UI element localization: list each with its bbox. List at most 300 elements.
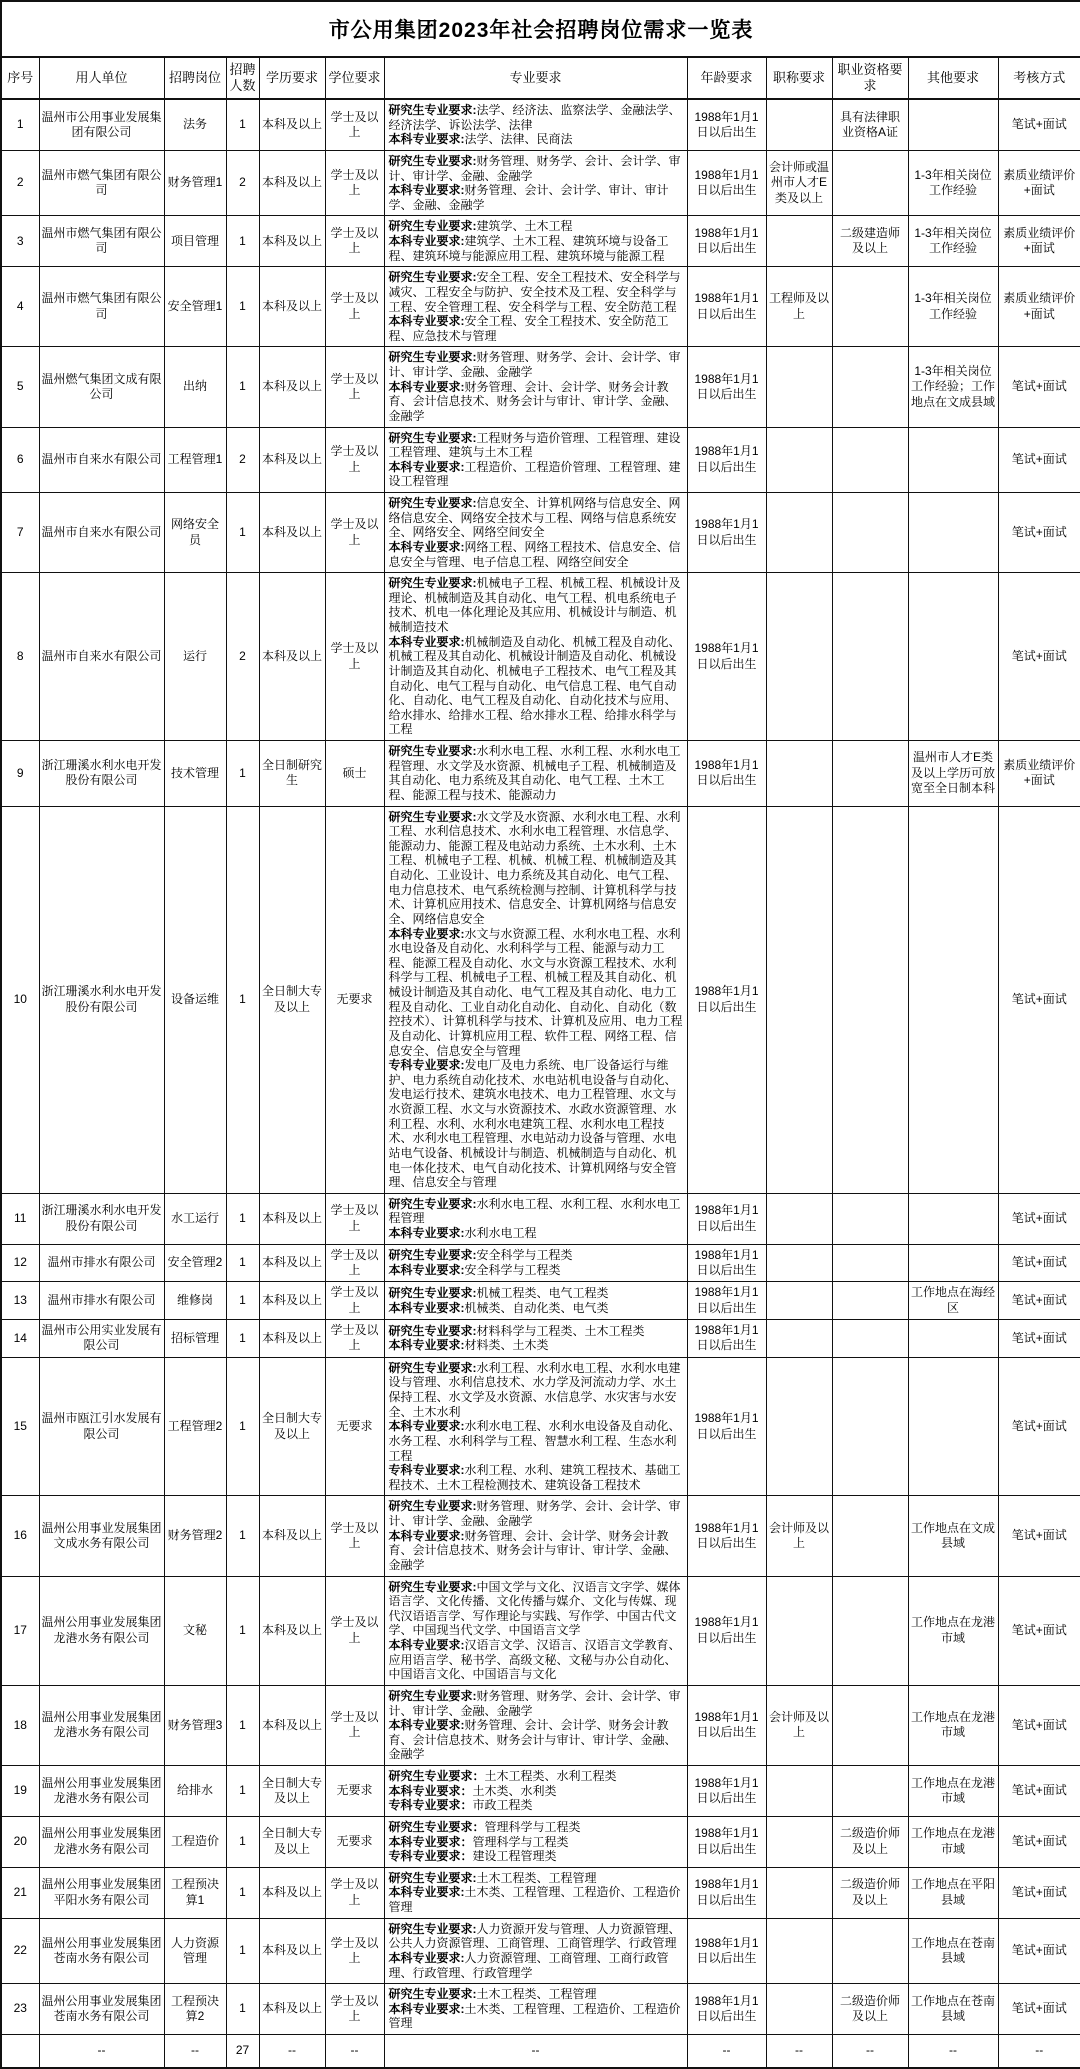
cell-education: 本科及以上 <box>259 1320 325 1358</box>
cell-qualification <box>832 427 908 493</box>
cell-age: 1988年1月1日以后出生 <box>687 1984 766 2035</box>
cell-qualification <box>832 1320 908 1358</box>
cell-count: 1 <box>226 1357 259 1496</box>
cell-count: 1 <box>226 267 259 347</box>
cell-degree: 学士及以上 <box>325 347 384 427</box>
major-requirement: 研究生专业要求:财务管理、财务学、会计、会计学、审计、审计学、金融、金融学 <box>388 153 681 183</box>
cell-qualification <box>832 1193 908 1244</box>
cell-seq: 23 <box>1 1984 39 2035</box>
cell-assessment: 笔试+面试 <box>998 1496 1080 1576</box>
cell-assessment: 笔试+面试 <box>998 1357 1080 1496</box>
major-requirement: 研究生专业要求:安全工程、安全工程技术、安全科学与减灾、工程安全与防护、安全技术及工程、安全科学与工程、安全管理工程、安全科学与工程、安全防范工程 <box>388 270 681 314</box>
column-header-3: 招聘人数 <box>226 57 259 99</box>
major-requirement: 研究生专业要求:水利水电工程、水利工程、水利水电工程管理 <box>388 1196 681 1226</box>
cell-seq: 9 <box>1 741 39 807</box>
cell-majors <box>384 741 687 807</box>
cell-title-req <box>766 1816 832 1867</box>
cell-other: 1-3年相关岗位工作经验；工作地点在文成县域 <box>908 347 998 427</box>
cell-degree: 硕士 <box>325 741 384 807</box>
major-requirement: 本科专业要求:土木类、工程管理、工程造价、工程造价管理 <box>388 2001 681 2031</box>
cell-education: 全日制大专及以上 <box>259 1766 325 1817</box>
major-requirement: 研究生专业要求:水利水电工程、水利工程、水利水电工程管理、水文学及水资源、机械电子工程、机械制造及其自动化、电力系统及其自动化、电气工程、土木工程、能源工程与技术、能源动力 <box>388 744 681 802</box>
cell-title-req <box>766 427 832 493</box>
cell-education: 本科及以上 <box>259 99 325 150</box>
cell-qualification <box>832 741 908 807</box>
cell-employer: 温州燃气集团文成有限公司 <box>39 347 164 427</box>
table-row <box>1 1357 1080 1496</box>
cell-majors <box>384 1766 687 1817</box>
cell-employer: 浙江珊溪水利水电开发股份有限公司 <box>39 806 164 1193</box>
cell-title-req <box>766 1918 832 1984</box>
cell-majors <box>384 99 687 150</box>
cell-other: 1-3年相关岗位工作经验 <box>908 267 998 347</box>
major-requirement: 专科专业要求:发电厂及电力系统、电厂设备运行与维护、电力系统自动化技术、水电站机电设备与自动化、发电运行技术、建筑水电技术、电力工程管理、水文与水资源工程、水文与水资源技术、水政水资源管理、水利工程、水利、水利水电建筑工程、水利水电工程技术、水利水电工程管理、水电站动力设备与管理、水电站电气设备、机械设计与制造、机械制造与自动化、机电一体化技术、电气自动化技术、计算机网络与安全管理、信息安全与管理 <box>388 1058 677 1190</box>
major-requirement: 本科专业要求:水利水电工程 <box>388 1226 537 1240</box>
table-row <box>1 99 1080 150</box>
major-requirement: 专科专业要求：市政工程类 <box>388 1798 533 1813</box>
major-requirement: 本科专业要求:建筑学、土木工程、建筑环境与设备工程、建筑环境与能源应用工程、建筑环境与能源工程 <box>388 234 669 263</box>
major-requirement: 本科专业要求:机械类、自动化类、电气类 <box>388 1300 609 1315</box>
cell-majors <box>384 493 687 573</box>
cell-seq: 15 <box>1 1357 39 1496</box>
cell-degree: 学士及以上 <box>325 99 384 150</box>
cell-degree: 学士及以上 <box>325 1320 384 1358</box>
column-header-7: 年龄要求 <box>687 57 766 99</box>
major-requirement: 专科专业要求:水利工程、水利、建筑工程技术、基础工程技术、土木工程检测技术、建筑设备工程技术 <box>388 1463 681 1492</box>
cell-position: 法务 <box>164 99 226 150</box>
cell-seq: 8 <box>1 573 39 741</box>
cell-count: 1 <box>226 493 259 573</box>
cell-age: 1988年1月1日以后出生 <box>687 1496 766 1576</box>
table-row <box>1 806 1080 1193</box>
cell-age: 1988年1月1日以后出生 <box>687 741 766 807</box>
cell-other: 工作地点在海经区 <box>908 1282 998 1320</box>
major-requirement: 本科专业要求:机械制造及自动化、机械工程及自动化、机械工程及其自动化、机械设计制造及自动化、机械设计制造及其自动化、机械电子工程技术、电气工程及其自动化、电气工程与自动化、电气信息工程、电气自动化、自动化、电气工程及自动化、自动化技术与应用、给水排水、给排水工程、给水排水工程、给排水科学与工程 <box>388 634 681 737</box>
cell-seq: 5 <box>1 347 39 427</box>
cell-other <box>908 806 998 1193</box>
cell-employer: 温州公用事业发展集团龙港水务有限公司 <box>39 1576 164 1685</box>
cell-employer: 温州公用事业发展集团平阳水务有限公司 <box>39 1867 164 1918</box>
cell-assessment: 笔试+面试 <box>998 1576 1080 1685</box>
cell-seq: 2 <box>1 150 39 216</box>
cell-seq: 22 <box>1 1918 39 1984</box>
table-row <box>1 1685 1080 1765</box>
cell-employer: 温州市自来水有限公司 <box>39 493 164 573</box>
major-requirement: 本科专业要求:材料类、土木类 <box>388 1338 549 1353</box>
major-requirement: 本科专业要求:网络工程、网络工程技术、信息安全、信息安全与管理、电子信息工程、网络空间安全 <box>388 539 681 569</box>
cell-count: 1 <box>226 1282 259 1320</box>
cell-majors <box>384 1918 687 1984</box>
cell-count: 1 <box>226 1918 259 1984</box>
cell-education: 本科及以上 <box>259 1576 325 1685</box>
cell-assessment: 笔试+面试 <box>998 427 1080 493</box>
cell-assessment: 笔试+面试 <box>998 1984 1080 2035</box>
cell-majors <box>384 150 687 216</box>
cell-other: 温州市人才E类及以上学历可放宽至全日制本科 <box>908 741 998 807</box>
cell-majors <box>384 1193 687 1244</box>
cell-education: 本科及以上 <box>259 267 325 347</box>
cell-majors <box>384 1576 687 1685</box>
cell-other <box>908 427 998 493</box>
cell-employer: 温州公用事业发展集团苍南水务有限公司 <box>39 1918 164 1984</box>
totals-cell: -- <box>259 2035 325 2069</box>
cell-education: 本科及以上 <box>259 216 325 267</box>
totals-cell: -- <box>832 2035 908 2069</box>
cell-seq: 4 <box>1 267 39 347</box>
cell-seq: 17 <box>1 1576 39 1685</box>
major-requirement: 研究生专业要求:财务管理、财务学、会计、会计学、审计、审计学、金融、金融学 <box>388 1688 681 1718</box>
cell-assessment: 笔试+面试 <box>998 1685 1080 1765</box>
cell-education: 本科及以上 <box>259 150 325 216</box>
column-header-10: 其他要求 <box>908 57 998 99</box>
cell-count: 1 <box>226 741 259 807</box>
cell-position: 水工运行 <box>164 1193 226 1244</box>
cell-seq: 20 <box>1 1816 39 1867</box>
table-row <box>1 1984 1080 2035</box>
cell-majors <box>384 1867 687 1918</box>
cell-age: 1988年1月1日以后出生 <box>687 1816 766 1867</box>
cell-count: 1 <box>226 1320 259 1358</box>
major-requirement: 本科专业要求:工程造价、工程造价管理、工程管理、建设工程管理 <box>388 459 681 489</box>
totals-cell: -- <box>766 2035 832 2069</box>
cell-title-req <box>766 1576 832 1685</box>
column-header-6: 专业要求 <box>384 57 687 99</box>
cell-employer: 温州市自来水有限公司 <box>39 573 164 741</box>
major-requirement: 研究生专业要求:土木工程类、工程管理 <box>388 1987 597 2002</box>
cell-title-req <box>766 99 832 150</box>
major-requirement: 研究生专业要求:安全科学与工程类 <box>388 1248 573 1263</box>
major-requirement: 本科专业要求:水利水电工程、水利水电设备及自动化、水务工程、水利科学与工程、智慧水利工程、生态水利工程 <box>388 1419 681 1463</box>
cell-education: 本科及以上 <box>259 1193 325 1244</box>
cell-count: 1 <box>226 99 259 150</box>
cell-degree: 学士及以上 <box>325 1282 384 1320</box>
cell-age: 1988年1月1日以后出生 <box>687 216 766 267</box>
cell-age: 1988年1月1日以后出生 <box>687 1766 766 1817</box>
cell-employer: 温州公用事业发展集团龙港水务有限公司 <box>39 1766 164 1817</box>
cell-qualification <box>832 150 908 216</box>
cell-degree: 学士及以上 <box>325 216 384 267</box>
cell-degree: 无要求 <box>325 1816 384 1867</box>
column-header-2: 招聘岗位 <box>164 57 226 99</box>
cell-qualification <box>832 1244 908 1282</box>
cell-seq: 13 <box>1 1282 39 1320</box>
totals-cell: -- <box>687 2035 766 2069</box>
cell-age: 1988年1月1日以后出生 <box>687 1685 766 1765</box>
cell-title-req <box>766 806 832 1193</box>
cell-title-req <box>766 1766 832 1817</box>
cell-education: 本科及以上 <box>259 493 325 573</box>
major-requirement: 本科专业要求：土木类、水利类 <box>388 1783 557 1798</box>
major-requirement: 研究生专业要求:水利工程、水利水电工程、水利水电建设与管理、水利信息技术、水力学及河流动力学、水土保持工程、水文学及水资源、水信息学、水灾害与水安全、土木水利 <box>388 1360 681 1419</box>
cell-position: 招标管理 <box>164 1320 226 1358</box>
cell-other: 工作地点在龙港市域 <box>908 1576 998 1685</box>
major-requirement: 研究生专业要求:人力资源开发与管理、人力资源管理、公共人力资源管理、工商管理、工商管理学、行政管理 <box>388 1921 681 1951</box>
cell-count: 2 <box>226 427 259 493</box>
cell-other: 工作地点在苍南县域 <box>908 1984 998 2035</box>
cell-education: 本科及以上 <box>259 1282 325 1320</box>
table-row <box>1 427 1080 493</box>
major-requirement: 研究生专业要求:机械电子工程、机械工程、机械设计及理论、机械制造及其自动化、电气工程、机电系统电子技术、机电一体化理论及其应用、机械设计与制造、机械制造技术 <box>388 576 681 634</box>
major-requirement: 研究生专业要求:信息安全、计算机网络与信息安全、网络信息安全、网络安全技术与工程、网络与信息系统安全、网络安全、网络空间安全 <box>388 496 681 540</box>
cell-assessment: 素质业绩评价+面试 <box>998 150 1080 216</box>
cell-title-req: 会计师或温州市人才E类及以上 <box>766 150 832 216</box>
cell-education: 本科及以上 <box>259 1867 325 1918</box>
cell-position: 财务管理2 <box>164 1496 226 1576</box>
totals-cell: -- <box>39 2035 164 2069</box>
cell-degree: 学士及以上 <box>325 493 384 573</box>
cell-degree: 学士及以上 <box>325 427 384 493</box>
major-requirement: 研究生专业要求:工程财务与造价管理、工程管理、建设工程管理、建筑与土木工程 <box>388 430 681 460</box>
cell-degree: 学士及以上 <box>325 1984 384 2035</box>
major-requirement: 研究生专业要求:土木工程类、工程管理 <box>388 1870 597 1885</box>
cell-count: 1 <box>226 216 259 267</box>
cell-title-req <box>766 1984 832 2035</box>
table-row <box>1 216 1080 267</box>
major-requirement: 本科专业要求:安全工程、安全工程技术、安全防范工程、应急技术与管理 <box>388 314 669 343</box>
cell-employer: 温州市排水有限公司 <box>39 1244 164 1282</box>
cell-age: 1988年1月1日以后出生 <box>687 806 766 1193</box>
cell-assessment: 笔试+面试 <box>998 1282 1080 1320</box>
cell-degree: 无要求 <box>325 806 384 1193</box>
cell-degree: 学士及以上 <box>325 1867 384 1918</box>
cell-age: 1988年1月1日以后出生 <box>687 427 766 493</box>
cell-degree: 无要求 <box>325 1357 384 1496</box>
cell-education: 本科及以上 <box>259 1244 325 1282</box>
cell-seq: 14 <box>1 1320 39 1358</box>
cell-qualification <box>832 1685 908 1765</box>
header-row <box>1 57 1080 99</box>
major-requirement: 研究生专业要求:财务管理、财务学、会计、会计学、审计、审计学、金融、金融学 <box>388 1499 681 1529</box>
cell-other <box>908 1320 998 1358</box>
cell-other: 工作地点在龙港市域 <box>908 1766 998 1817</box>
cell-majors <box>384 427 687 493</box>
column-header-9: 职业资格要求 <box>832 57 908 99</box>
major-requirement: 本科专业要求:财务管理、会计、会计学、审计、审计学、金融、金融学 <box>388 183 669 212</box>
cell-qualification: 二级建造师及以上 <box>832 216 908 267</box>
major-requirement: 本科专业要求:财务管理、会计、会计学、财务会计教育、会计信息技术、财务会计与审计、审计学、金融、金融学 <box>388 379 677 423</box>
cell-assessment: 笔试+面试 <box>998 1816 1080 1867</box>
cell-other: 工作地点在龙港市域 <box>908 1685 998 1765</box>
column-header-11: 考核方式 <box>998 57 1080 99</box>
cell-other <box>908 99 998 150</box>
cell-degree: 学士及以上 <box>325 1244 384 1282</box>
totals-cell: -- <box>384 2035 687 2069</box>
cell-degree: 学士及以上 <box>325 267 384 347</box>
cell-education: 本科及以上 <box>259 427 325 493</box>
cell-age: 1988年1月1日以后出生 <box>687 1357 766 1496</box>
cell-age: 1988年1月1日以后出生 <box>687 1244 766 1282</box>
table-row <box>1 1193 1080 1244</box>
table-row <box>1 1496 1080 1576</box>
cell-qualification <box>832 573 908 741</box>
cell-count: 1 <box>226 347 259 427</box>
major-requirement: 本科专业要求：管理科学与工程类 <box>388 1834 569 1849</box>
major-requirement: 本科专业要求:汉语言文学、汉语言、汉语言文学教育、应用语言学、秘书学、高级文秘、文秘与办公自动化、中国语言文化、中国语言与文化 <box>388 1638 681 1682</box>
cell-age: 1988年1月1日以后出生 <box>687 1576 766 1685</box>
cell-count: 1 <box>226 1867 259 1918</box>
cell-seq: 3 <box>1 216 39 267</box>
cell-count: 2 <box>226 573 259 741</box>
cell-count: 1 <box>226 1244 259 1282</box>
cell-employer: 温州市公用实业发展有限公司 <box>39 1320 164 1358</box>
cell-seq: 12 <box>1 1244 39 1282</box>
cell-title-req <box>766 1320 832 1358</box>
cell-position: 文秘 <box>164 1576 226 1685</box>
table-row <box>1 267 1080 347</box>
cell-majors <box>384 1282 687 1320</box>
cell-count: 1 <box>226 1766 259 1817</box>
cell-seq: 10 <box>1 806 39 1193</box>
cell-seq: 6 <box>1 427 39 493</box>
cell-position: 维修岗 <box>164 1282 226 1320</box>
cell-majors <box>384 806 687 1193</box>
title-row <box>1 1 1080 57</box>
cell-age: 1988年1月1日以后出生 <box>687 150 766 216</box>
major-requirement: 研究生专业要求：土木工程类、水利工程类 <box>388 1769 617 1784</box>
table-row <box>1 150 1080 216</box>
cell-other: 工作地点在苍南县域 <box>908 1918 998 1984</box>
cell-other: 工作地点在平阳县域 <box>908 1867 998 1918</box>
table-row <box>1 1244 1080 1282</box>
cell-qualification <box>832 806 908 1193</box>
cell-employer: 温州市燃气集团有限公司 <box>39 150 164 216</box>
major-requirement: 本科专业要求:安全科学与工程类 <box>388 1262 561 1277</box>
cell-age: 1988年1月1日以后出生 <box>687 493 766 573</box>
cell-majors <box>384 1244 687 1282</box>
cell-count: 1 <box>226 1685 259 1765</box>
column-header-4: 学历要求 <box>259 57 325 99</box>
cell-degree: 学士及以上 <box>325 1496 384 1576</box>
cell-position: 项目管理 <box>164 216 226 267</box>
cell-other: 工作地点在龙港市域 <box>908 1816 998 1867</box>
cell-position: 工程造价 <box>164 1816 226 1867</box>
cell-position: 出纳 <box>164 347 226 427</box>
cell-seq: 18 <box>1 1685 39 1765</box>
cell-qualification <box>832 1766 908 1817</box>
cell-employer: 温州市公用事业发展集团有限公司 <box>39 99 164 150</box>
cell-count: 1 <box>226 1984 259 2035</box>
table-row <box>1 1918 1080 1984</box>
cell-position: 给排水 <box>164 1766 226 1817</box>
cell-employer: 温州市自来水有限公司 <box>39 427 164 493</box>
major-requirement: 专科专业要求：建设工程管理类 <box>388 1849 557 1864</box>
cell-degree: 学士及以上 <box>325 1918 384 1984</box>
table-row <box>1 1867 1080 1918</box>
cell-count: 1 <box>226 1496 259 1576</box>
cell-majors <box>384 1496 687 1576</box>
cell-position: 设备运维 <box>164 806 226 1193</box>
column-header-5: 学位要求 <box>325 57 384 99</box>
cell-majors <box>384 1357 687 1496</box>
cell-count: 1 <box>226 806 259 1193</box>
major-requirement: 研究生专业要求:法学、经济法、监察法学、金融法学、经济法学、诉讼法学、法律 <box>388 103 681 132</box>
cell-education: 本科及以上 <box>259 1918 325 1984</box>
total-count: 27 <box>226 2035 259 2069</box>
cell-seq: 21 <box>1 1867 39 1918</box>
table-row <box>1 573 1080 741</box>
cell-assessment: 笔试+面试 <box>998 1766 1080 1817</box>
cell-age: 1988年1月1日以后出生 <box>687 267 766 347</box>
cell-position: 安全管理2 <box>164 1244 226 1282</box>
cell-assessment: 素质业绩评价+面试 <box>998 741 1080 807</box>
cell-age: 1988年1月1日以后出生 <box>687 1918 766 1984</box>
table-row <box>1 741 1080 807</box>
cell-education: 本科及以上 <box>259 1984 325 2035</box>
cell-position: 工程预决算2 <box>164 1984 226 2035</box>
cell-position: 技术管理 <box>164 741 226 807</box>
cell-title-req: 工程师及以上 <box>766 267 832 347</box>
totals-cell <box>1 2035 39 2069</box>
cell-qualification <box>832 267 908 347</box>
page-title: 市公用集团2023年社会招聘岗位需求一览表 <box>1 1 1080 57</box>
cell-qualification <box>832 1576 908 1685</box>
cell-count: 2 <box>226 150 259 216</box>
cell-majors <box>384 1816 687 1867</box>
cell-age: 1988年1月1日以后出生 <box>687 1867 766 1918</box>
cell-age: 1988年1月1日以后出生 <box>687 1193 766 1244</box>
cell-employer: 温州市排水有限公司 <box>39 1282 164 1320</box>
cell-seq: 1 <box>1 99 39 150</box>
totals-row <box>1 2035 1080 2069</box>
cell-education: 本科及以上 <box>259 347 325 427</box>
cell-majors <box>384 1320 687 1358</box>
cell-title-req <box>766 347 832 427</box>
cell-age: 1988年1月1日以后出生 <box>687 1320 766 1358</box>
cell-qualification: 二级造价师及以上 <box>832 1867 908 1918</box>
table-row <box>1 347 1080 427</box>
cell-employer: 温州公用事业发展集团文成水务有限公司 <box>39 1496 164 1576</box>
cell-assessment: 素质业绩评价+面试 <box>998 267 1080 347</box>
cell-title-req <box>766 1282 832 1320</box>
cell-title-req <box>766 1867 832 1918</box>
table-row <box>1 1816 1080 1867</box>
cell-employer: 温州市燃气集团有限公司 <box>39 267 164 347</box>
cell-qualification: 二级造价师及以上 <box>832 1984 908 2035</box>
cell-employer: 温州公用事业发展集团龙港水务有限公司 <box>39 1816 164 1867</box>
cell-title-req <box>766 493 832 573</box>
cell-majors <box>384 347 687 427</box>
major-requirement: 研究生专业要求:建筑学、土木工程 <box>388 219 573 234</box>
cell-seq: 7 <box>1 493 39 573</box>
major-requirement: 研究生专业要求:机械工程类、电气工程类 <box>388 1286 609 1301</box>
cell-title-req: 会计师及以上 <box>766 1496 832 1576</box>
cell-education: 全日制研究生 <box>259 741 325 807</box>
cell-majors <box>384 216 687 267</box>
cell-qualification <box>832 347 908 427</box>
cell-position: 安全管理1 <box>164 267 226 347</box>
major-requirement: 本科专业要求:财务管理、会计、会计学、财务会计教育、会计信息技术、财务会计与审计、审计学、金融、金融学 <box>388 1718 677 1762</box>
cell-qualification <box>832 1918 908 1984</box>
cell-majors <box>384 1685 687 1765</box>
cell-count: 1 <box>226 1576 259 1685</box>
cell-other: 工作地点在文成县域 <box>908 1496 998 1576</box>
cell-position: 网络安全员 <box>164 493 226 573</box>
cell-other: 1-3年相关岗位工作经验 <box>908 216 998 267</box>
cell-position: 财务管理1 <box>164 150 226 216</box>
cell-employer: 浙江珊溪水利水电开发股份有限公司 <box>39 741 164 807</box>
cell-assessment: 笔试+面试 <box>998 573 1080 741</box>
cell-other <box>908 1244 998 1282</box>
cell-majors <box>384 573 687 741</box>
cell-education: 本科及以上 <box>259 1496 325 1576</box>
table-row <box>1 1320 1080 1358</box>
major-requirement: 研究生专业要求:财务管理、财务学、会计、会计学、审计、审计学、金融、金融学 <box>388 350 681 379</box>
cell-qualification <box>832 1282 908 1320</box>
cell-education: 全日制大专及以上 <box>259 1816 325 1867</box>
cell-position: 人力资源管理 <box>164 1918 226 1984</box>
cell-assessment: 笔试+面试 <box>998 1193 1080 1244</box>
major-requirement: 本科专业要求:财务管理、会计、会计学、财务会计教育、会计信息技术、财务会计与审计、审计学、金融、金融学 <box>388 1528 677 1572</box>
